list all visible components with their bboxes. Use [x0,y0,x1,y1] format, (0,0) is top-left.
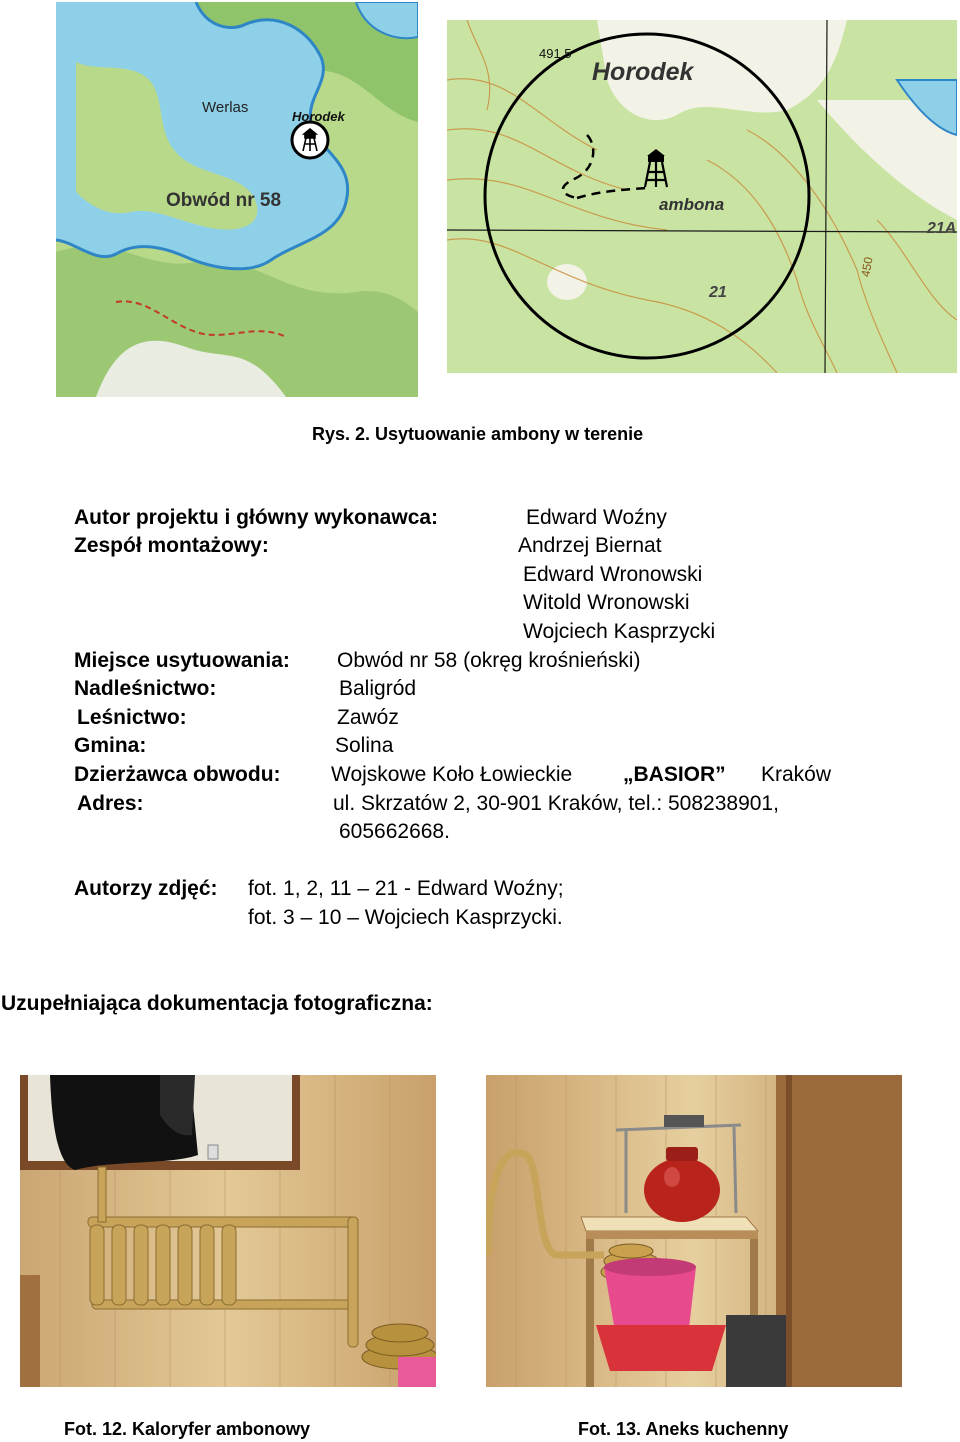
figure-caption: Rys. 2. Usytuowanie ambony w terenie [312,424,644,444]
photo-caption-12: Fot. 12. Kaloryfer ambonowy [64,1419,311,1439]
tenant-value: Wojskowe Koło Łowieckie [331,763,573,786]
map-label-werlas: Werlas [202,99,249,116]
kitchen-photo-graphic [486,1075,902,1387]
team-member: Andrzej Biernat [518,534,662,557]
commune-label: Gmina: [74,734,147,757]
team-member: Witold Wronowski [523,591,690,614]
address-label: Adres: [77,792,144,815]
team-member: Wojciech Kasprzycki [523,620,716,643]
place-value: Obwód nr 58 (okręg krośnieński) [337,649,641,672]
map-overview [56,2,418,397]
tenant-city: Kraków [761,763,832,786]
district-value: Baligród [339,677,417,700]
section-title: Uzupełniająca dokumentacja fotograficzna: [1,992,433,1015]
photo-authors-line: fot. 3 – 10 – Wojciech Kasprzycki. [248,906,563,929]
address-line: 605662668. [339,820,450,843]
address-line: ul. Skrzatów 2, 30-901 Kraków, tel.: 508238901, [333,792,779,815]
hunting-stand-icon [301,128,319,152]
team-label: Zespół montażowy: [74,534,269,557]
photo-authors-line: fot. 1, 2, 11 – 21 - Edward Woźny; [248,877,564,900]
kitchen-photo [486,1075,902,1387]
map-label-21: 21 [709,284,727,301]
map-label-21a: 21A [927,220,957,237]
tenant-label: Dzierżawca obwodu: [74,763,281,786]
hunting-stand-icon [643,148,669,188]
map-label-obwod: Obwód nr 58 [166,190,282,211]
photo-caption-13: Fot. 13. Aneks kuchenny [578,1419,789,1439]
map-label-horodek-detail: Horodek [592,58,694,86]
radiator-photo [20,1075,436,1387]
map-label-450: 450 [858,255,876,279]
place-label: Miejsce usytuowania: [74,649,290,672]
tenant-club-name: „BASIOR” [623,763,726,786]
author-value: Edward Woźny [526,506,667,529]
commune-value: Solina [335,734,394,757]
map-label-horodek: Horodek [292,109,345,124]
map-label-ambona: ambona [659,195,725,214]
radiator-photo-graphic [20,1075,436,1387]
forestry-value: Zawóz [337,706,399,729]
photo-authors-label: Autorzy zdjęć: [74,877,218,900]
team-member: Edward Wronowski [523,563,703,586]
map-label-elevation: 491,5 [539,46,572,61]
forestry-label: Leśnictwo: [77,706,187,729]
district-label: Nadleśnictwo: [74,677,217,700]
author-label: Autor projektu i główny wykonawca: [74,506,439,529]
map-detail [447,20,957,373]
